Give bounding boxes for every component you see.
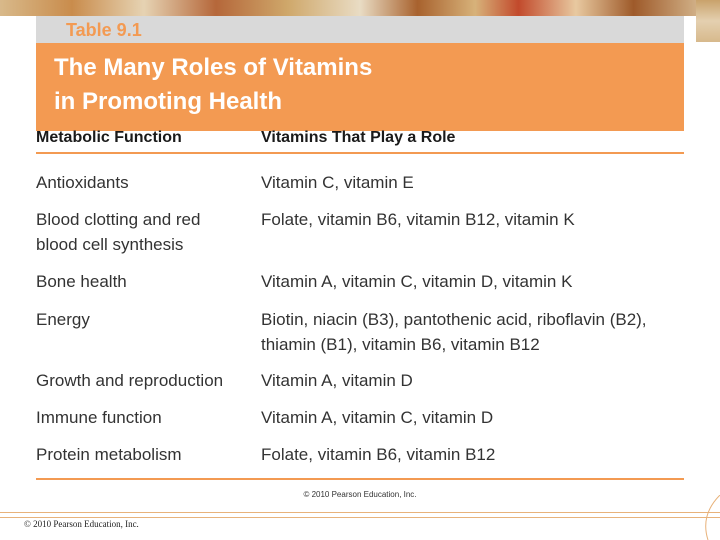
- metabolic-function-cell: Growth and reproduction: [36, 371, 224, 390]
- table-number: Table 9.1: [66, 20, 142, 40]
- metabolic-function-cell: Antioxidants: [36, 173, 129, 192]
- table-credit: © 2010 Pearson Education, Inc.: [303, 490, 417, 499]
- table-title-band: [36, 43, 684, 131]
- header-photo-corner: [696, 0, 720, 42]
- vitamins-line: Folate, vitamin B6, vitamin B12, vitamin K: [261, 210, 575, 229]
- vitamins-cell: [261, 405, 691, 430]
- slide-decoration-curve: [690, 495, 720, 540]
- metabolic-function-cell: Bone health: [36, 272, 127, 291]
- vitamins-cell: [261, 368, 691, 393]
- vitamins-cell: [261, 442, 691, 467]
- vitamins-line: Vitamin A, vitamin C, vitamin D: [261, 408, 494, 427]
- copyright-footer: © 2010 Pearson Education, Inc.: [24, 519, 139, 529]
- header-divider: [36, 152, 684, 154]
- vitamins-line: Folate, vitamin B6, vitamin B12: [261, 445, 496, 464]
- vitamins-cell: [261, 207, 691, 232]
- table-number-band: [36, 16, 684, 43]
- vitamins-line: Biotin, niacin (B3), pantothenic acid, riboflavin (B2),: [261, 310, 647, 329]
- metabolic-function-cell: Energy: [36, 310, 90, 329]
- table-card: [24, 16, 696, 499]
- column-header-vitamins: Vitamins That Play a Role: [261, 129, 456, 146]
- vitamins-line: Vitamin A, vitamin C, vitamin D, vitamin K: [261, 272, 573, 291]
- vitamins-cell: [261, 307, 691, 357]
- column-header-function: Metabolic Function: [36, 129, 182, 146]
- vitamins-cell: [261, 269, 691, 294]
- footer-line-top: [0, 512, 720, 513]
- vitamins-line: Vitamin A, vitamin D: [261, 371, 413, 390]
- metabolic-function-cell: Blood clotting and red blood cell synthesis: [36, 210, 201, 254]
- vitamins-line: thiamin (B1), vitamin B6, vitamin B12: [261, 335, 540, 354]
- table-bottom-divider: [36, 478, 684, 480]
- vitamins-cell: [261, 170, 691, 195]
- footer-line-bottom: [0, 517, 720, 518]
- table-title: The Many Roles of Vitamins in Promoting Health: [54, 54, 373, 115]
- vitamins-line: Vitamin C, vitamin E: [261, 173, 414, 192]
- metabolic-function-cell: Protein metabolism: [36, 445, 182, 464]
- header-photo-strip: [0, 0, 720, 16]
- metabolic-function-cell: Immune function: [36, 408, 162, 427]
